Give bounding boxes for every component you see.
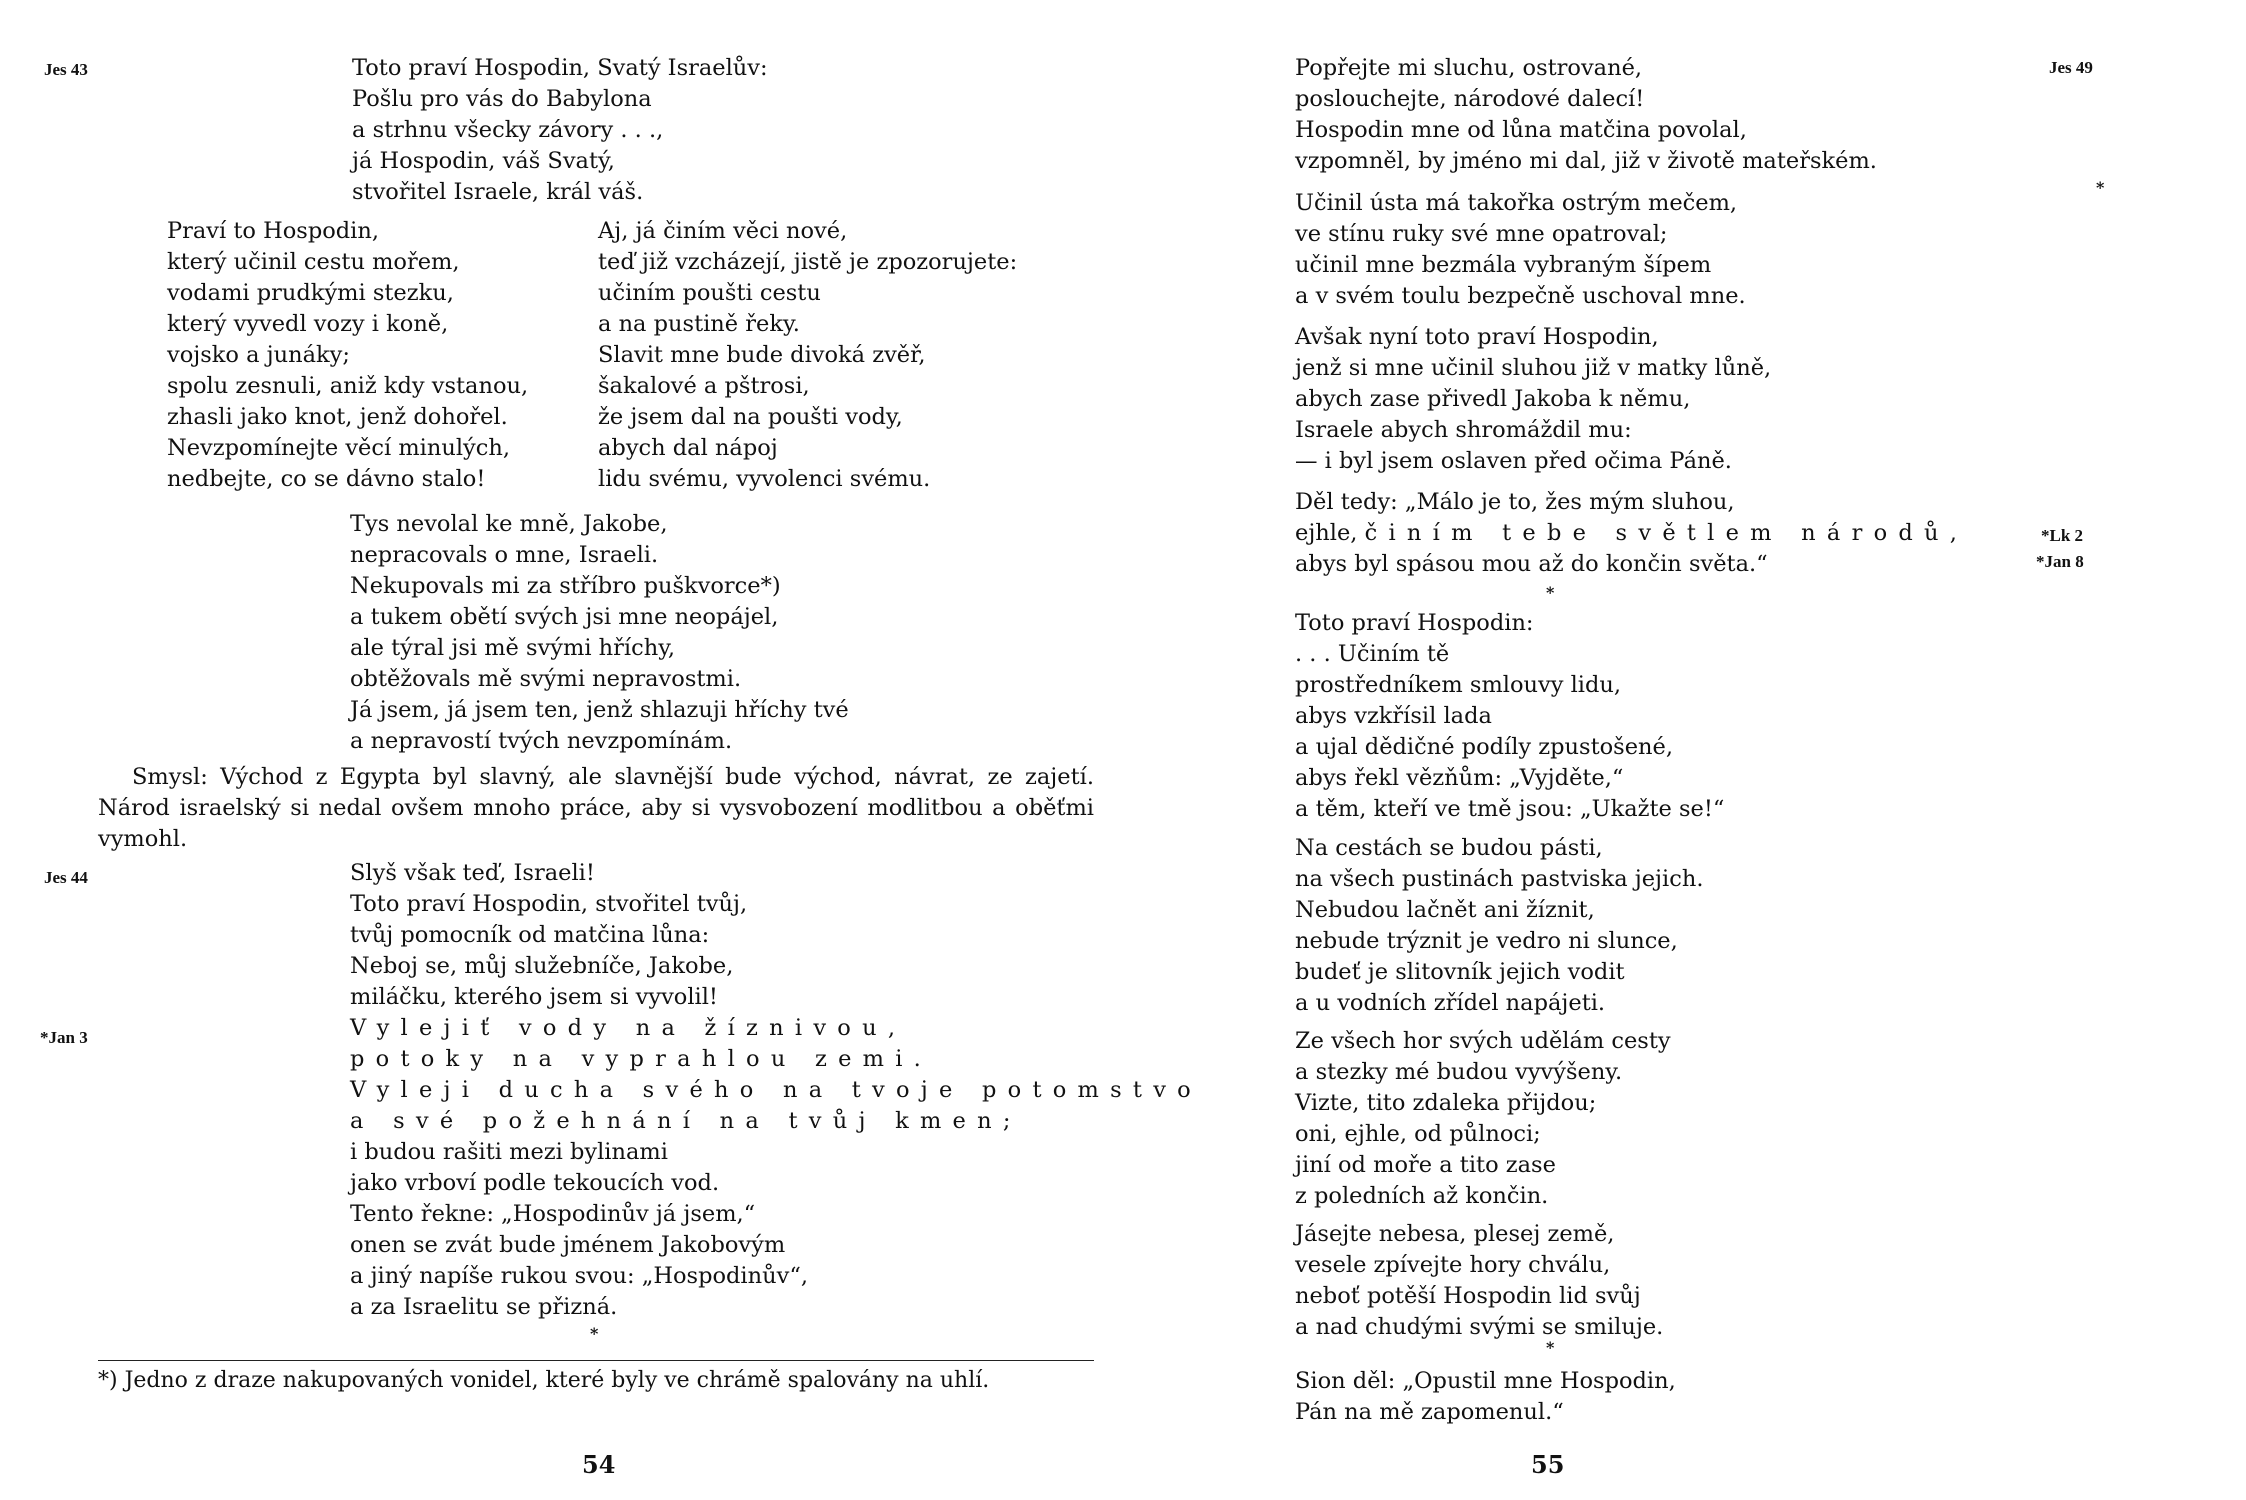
margin-ref-lk2: *Lk 2 [2041,526,2084,545]
verse-line: abych dal nápoj [598,435,778,461]
verse-line: a těm, kteří ve tmě jsou: „Ukažte se!“ [1295,796,1725,822]
section-star: * [1546,583,1555,602]
verse-line: nebude trýznit je vedro ni slunce, [1295,928,1678,954]
verse-line: Já jsem, já jsem ten, jenž shlazuji hříchy tvé [350,697,849,723]
verse-line: Avšak nyní toto praví Hospodin, [1295,324,1659,350]
verse-line: Pán na mě zapomenul.“ [1295,1399,1564,1425]
verse-line: vesele zpívejte hory chválu, [1295,1252,1611,1278]
stanza-1 [1295,53,1877,177]
verse-line: učiním poušti cestu [598,280,821,306]
verse-line: a u vodních zřídel napájeti. [1295,990,1606,1016]
verse-line: Toto praví Hospodin, Svatý Israelův: [352,55,768,81]
verse-line: Hospodin mne od lůna matčina povolal, [1295,117,1747,143]
verse-line: spolu zesnuli, aniž kdy vstanou, [167,373,529,399]
verse-line: teď již vzcházejí, jistě je zpozorujete: [598,249,1018,275]
verse-line: a stezky mé budou vyvýšeny. [1295,1059,1623,1085]
smysl-paragraph: Smysl: Východ z Egypta byl slavný, ale slavnější bude východ, návrat, ze zajetí. Národ israelský si nedal ovšem mnoho práce, aby si vysvobození modlitbou a oběťmi vymohl. [98,764,1094,852]
verse-line: Nebudou lačnět ani žíznit, [1295,897,1595,923]
verse-line: lidu svému, vyvolenci svému. [598,466,931,492]
section-star: * [590,1324,599,1343]
verse-line: budeť je slitovník jejich vodit [1295,959,1625,985]
verse-line: oni, ejhle, od půlnoci; [1295,1121,1541,1147]
verse-line: vzpomněl, by jméno mi dal, již v životě mateřském. [1295,148,1877,174]
margin-ref-jes43: Jes 43 [44,60,88,79]
page-number: 55 [1531,1450,1565,1479]
verse-line: jiní od moře a tito zase [1295,1152,1556,1178]
verse-line: abys byl spásou mou až do končin světa.“ [1295,551,1768,577]
verse-line: který učinil cestu mořem, [167,249,460,275]
verse-line: nepracovals o mne, Israeli. [350,542,659,568]
verse-line: . . . Učiním tě [1295,641,1450,667]
verse-line: a za Israelitu se přizná. [350,1294,618,1320]
verse-line: a ujal dědičné podíly zpustošené, [1295,734,1673,760]
verse-line: Děl tedy: „Málo je to, žes mým sluhou, [1295,489,1735,515]
verse-line: Učinil ústa má takořka ostrým mečem, [1295,190,1738,216]
verse-column-left [167,216,528,495]
spaced-verse-line: Vyleji ducha svého na tvoje potomstvo [350,1077,1202,1103]
verse-line: prostředníkem smlouvy lidu, [1295,672,1622,698]
spaced-verse-line: a své požehnání na tvůj kmen; [350,1108,1022,1134]
verse-line: Popřejte mi sluchu, ostrované, [1295,55,1643,81]
verse-line: Sion děl: „Opustil mne Hospodin, [1295,1368,1676,1394]
verse-line: stvořitel Israele, král váš. [352,179,644,205]
verse-line: já Hospodin, váš Svatý, [352,148,615,174]
verse-line: ale týral jsi mě svými hříchy, [350,635,676,661]
verse-line: Tys nevolal ke mně, Jakobe, [350,511,668,537]
page-number: 54 [582,1450,616,1479]
verse-line: miláčku, kterého jsem si vyvolil! [350,984,718,1010]
verse-block-2 [350,509,849,757]
verse-line: Nevzpomínejte věcí minulých, [167,435,510,461]
right-page [1123,0,2246,1500]
spaced-verse-line: Vylejiť vody na žíznivou, [350,1015,907,1041]
verse-line: onen se zvát bude jménem Jakobovým [350,1232,786,1258]
verse-line: ve stínu ruky své mne opatroval; [1295,221,1668,247]
margin-ref-jes44: Jes 44 [44,868,88,887]
verse-line: na všech pustinách pastviska jejich. [1295,866,1704,892]
verse-line: Jásejte nebesa, plesej země, [1295,1221,1615,1247]
verse-line: šakalové a pštrosi, [598,373,810,399]
verse-line: a nad chudými svými se smiluje. [1295,1314,1664,1340]
verse-line: Nekupovals mi za stříbro puškvorce*) [350,573,781,599]
stanza-7 [1295,1026,1671,1212]
stanza-6 [1295,833,1703,1019]
verse-column-right [598,216,1017,495]
verse-line: i budou rašiti mezi bylinami [350,1139,668,1165]
verse-line: Toto praví Hospodin, stvořitel tvůj, [350,891,748,917]
verse-line: neboť potěší Hospodin lid svůj [1295,1283,1641,1309]
verse-line [1295,518,1968,549]
verse-line: který vyvedl vozy i koně, [167,311,449,337]
verse-line: že jsem dal na poušti vody, [598,404,903,430]
verse-line: vojsko a junáky; [167,342,350,368]
verse-block-3 [350,858,1202,1323]
verse-line: Neboj se, můj služebníče, Jakobe, [350,953,734,979]
verse-line: Aj, já činím věci nové, [598,218,848,244]
verse-line: Slyš však teď, Israeli! [350,860,595,886]
section-star: * [1546,1338,1555,1357]
verse-line: — i byl jsem oslaven před očima Páně. [1295,448,1732,474]
verse-line: jenž si mne učinil sluhou již v matky lůně, [1295,355,1772,381]
verse-line: a na pustině řeky. [598,311,800,337]
verse-line: vodami prudkými stezku, [167,280,454,306]
verse-line: Ze všech hor svých udělám cesty [1295,1028,1671,1054]
footnote: *) Jedno z draze nakupovaných vonidel, které byly ve chrámě spalovány na uhlí. [98,1368,990,1393]
verse-word: ejhle, [1295,520,1358,546]
verse-line: z poledních až končin. [1295,1183,1549,1209]
verse-line: nedbejte, co se dávno stalo! [167,466,486,492]
verse-line: učinil mne bezmála vybraným šípem [1295,252,1712,278]
verse-line: abys vzkřísil lada [1295,703,1492,729]
margin-star: * [2096,178,2105,197]
verse-line: Israele abych shromáždil mu: [1295,417,1632,443]
verse-line: obtěžovals mě svými nepravostmi. [350,666,742,692]
verse-block-1 [352,53,768,208]
verse-line: jako vrboví podle tekoucích vod. [350,1170,720,1196]
verse-line: a strhnu všecky závory . . ., [352,117,664,143]
verse-line: a nepravostí tvých nevzpomínám. [350,728,733,754]
verse-line: abys řekl vězňům: „Vyjděte,“ [1295,765,1624,791]
verse-line: tvůj pomocník od matčina lůna: [350,922,710,948]
verse-line: a tukem obětí svých jsi mne neopájel, [350,604,779,630]
margin-ref-jan3: *Jan 3 [40,1028,88,1047]
footnote-rule [98,1360,1094,1361]
spaced-verse-line: potoky na vyprahlou zemi. [350,1046,933,1072]
verse-line: Pošlu pro vás do Babylona [352,86,652,112]
stanza-2 [1295,188,1746,312]
verse-line: Tento řekne: „Hospodinův já jsem,“ [350,1201,756,1227]
verse-line: zhasli jako knot, jenž dohořel. [167,404,508,430]
stanza-8 [1295,1219,1663,1343]
verse-line: Praví to Hospodin, [167,218,380,244]
stanza-3 [1295,322,1771,477]
verse-line: Slavit mne bude divoká zvěř, [598,342,926,368]
stanza-4 [1295,487,1968,580]
margin-ref-jan8: *Jan 8 [2036,552,2084,571]
verse-line: Toto praví Hospodin: [1295,610,1534,636]
verse-line: abych zase přivedl Jakoba k němu, [1295,386,1691,412]
margin-ref-jes49: Jes 49 [2049,58,2093,77]
verse-line: a jiný napíše rukou svou: „Hospodinův“, [350,1263,808,1289]
verse-line: poslouchejte, národové dalecí! [1295,86,1645,112]
stanza-5 [1295,608,1724,825]
verse-line: a v svém toulu bezpečně uschoval mne. [1295,283,1746,309]
verse-line: Vizte, tito zdaleka přijdou; [1295,1090,1597,1116]
stanza-9 [1295,1366,1676,1428]
verse-line: Na cestách se budou pásti, [1295,835,1603,861]
spaced-verse-text: činím tebe světlem národů, [1364,520,1969,546]
